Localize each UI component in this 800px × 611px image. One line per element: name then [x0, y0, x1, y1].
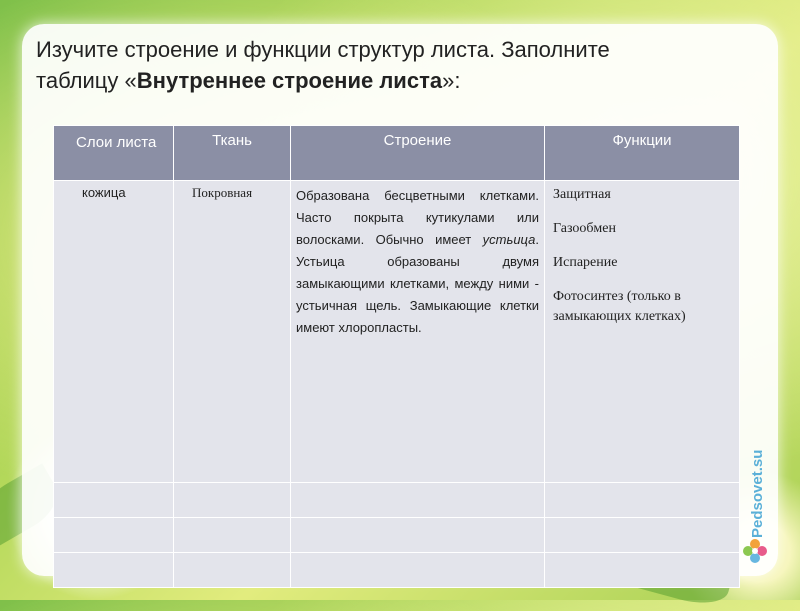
- empty-cell: [545, 553, 740, 588]
- function-item: Газообмен: [553, 221, 616, 236]
- header-layers: Слои листа: [54, 126, 174, 181]
- structure-text-2: . Устьица образованы двумя замыкающими клетками, между ними - устьичная щель. Замыкающие клетки имеют хлоропласты.: [296, 232, 539, 335]
- header-functions: Функции: [545, 126, 740, 181]
- empty-cell: [545, 483, 740, 518]
- empty-cell: [291, 518, 545, 553]
- pedsovet-logo-icon: [742, 538, 768, 564]
- title-line-1: Изучите строение и функции структур листа. Заполните: [36, 37, 610, 62]
- cell-functions: [545, 181, 740, 483]
- empty-cell: [54, 518, 174, 553]
- pedsovet-watermark: [742, 430, 772, 540]
- empty-cell: [545, 518, 740, 553]
- header-structure: Строение: [291, 126, 545, 181]
- empty-cell: [291, 553, 545, 588]
- structure-text-1: Образована бесцветными клетками. Часто покрыта кутикулами или волосками. Обычно имеет: [296, 188, 539, 247]
- table-header-row: [54, 126, 740, 181]
- function-item: Испарение: [553, 255, 618, 270]
- function-item: Фотосинтез (только в замыкающих клетках): [553, 289, 686, 324]
- cell-structure: [291, 181, 545, 483]
- table-row: [54, 181, 740, 483]
- cell-tissue: Покровная: [174, 181, 291, 483]
- header-tissue: Ткань: [174, 126, 291, 181]
- watermark-text: Pedsovet.su: [749, 449, 766, 538]
- empty-cell: [54, 553, 174, 588]
- empty-cell: [174, 483, 291, 518]
- empty-cell: [174, 518, 291, 553]
- table-row-empty: [54, 483, 740, 518]
- empty-cell: [54, 483, 174, 518]
- title-line-2-suffix: »:: [442, 68, 461, 93]
- table-row-empty: [54, 518, 740, 553]
- structure-italic: устьица: [482, 232, 536, 247]
- table-row-empty: [54, 553, 740, 588]
- title-line-2-prefix: таблицу «: [36, 68, 137, 93]
- leaf-structure-table: [53, 125, 740, 588]
- empty-cell: [174, 553, 291, 588]
- title-line-2-bold: Внутреннее строение листа: [136, 68, 443, 93]
- empty-cell: [291, 483, 545, 518]
- function-item: Защитная: [553, 187, 611, 202]
- page-title: [36, 34, 766, 96]
- cell-layer: кожица: [54, 181, 174, 483]
